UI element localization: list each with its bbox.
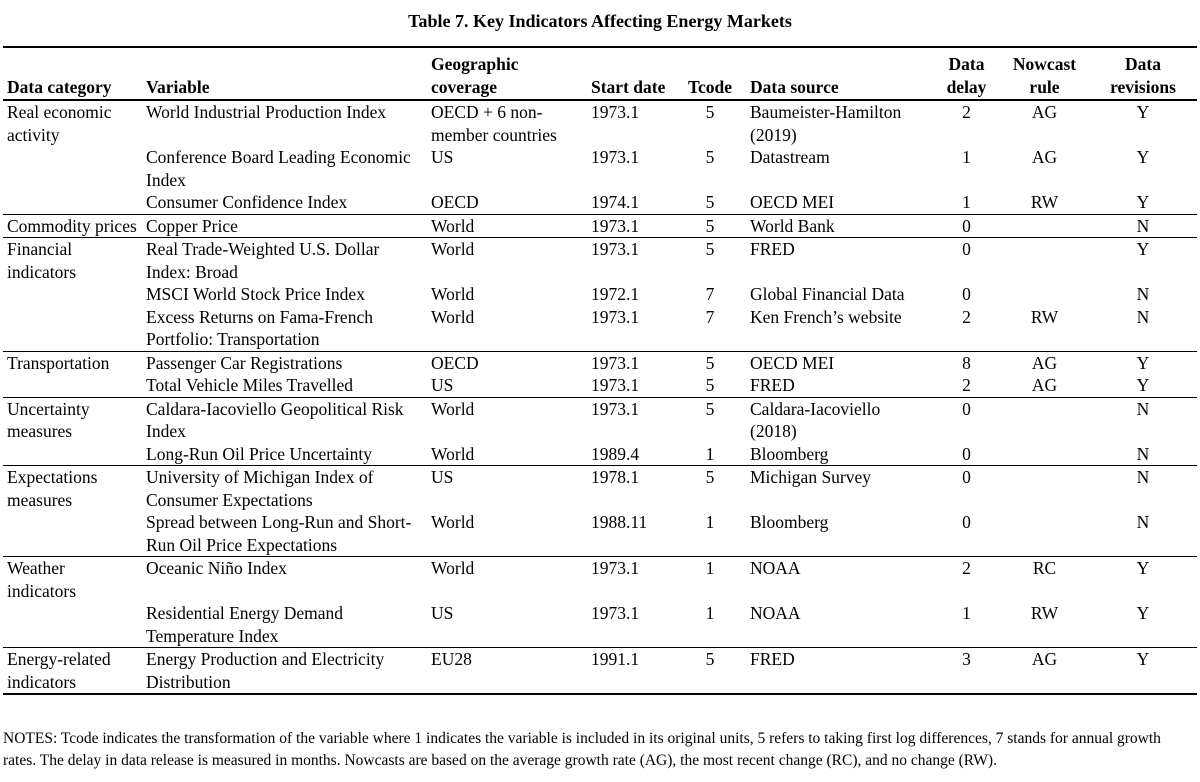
cell-data-source: Ken French’s website — [750, 306, 902, 327]
cell-tcode: 5 — [705, 375, 715, 395]
cell-nowcast-rule — [1000, 283, 1089, 306]
table-row — [3, 602, 1197, 648]
cell-data-source: OECD MEI — [750, 352, 835, 373]
cell-data-source: OECD MEI — [750, 192, 835, 212]
cell-data-delay: 0 — [962, 284, 971, 304]
cell-data-revisions: N — [1136, 306, 1150, 327]
cell-nowcast-rule: AG — [1031, 352, 1058, 373]
cell-data-delay: 0 — [962, 512, 971, 532]
cell-data-delay: 1 — [962, 192, 971, 212]
cell-start-date: 1973.1 — [591, 306, 640, 327]
cell-geographic-coverage: World — [431, 215, 475, 236]
cell-nowcast-rule: RW — [1030, 603, 1059, 623]
cell-data-delay: 1 — [962, 603, 971, 623]
cell-nowcast-rule: RW — [1030, 192, 1059, 212]
cell-data-revisions: Y — [1136, 558, 1150, 578]
cell-start-date: 1973.1 — [591, 215, 640, 236]
table-title: Table 7. Key Indicators Affecting Energy Markets — [408, 11, 792, 31]
cell-tcode: 5 — [705, 192, 715, 212]
table-row — [3, 351, 1197, 374]
cell-data-category: Uncertainty measures — [7, 398, 90, 441]
cell-nowcast-rule: AG — [1031, 102, 1058, 122]
header-data-revisions: Data revisions — [1110, 54, 1176, 97]
cell-nowcast-rule: RC — [1032, 558, 1057, 578]
cell-variable: Consumer Confidence Index — [146, 192, 348, 212]
cell-tcode: 1 — [705, 443, 715, 464]
cell-geographic-coverage: World — [431, 306, 475, 327]
cell-tcode: 5 — [705, 467, 715, 487]
cell-start-date: 1973.1 — [591, 558, 640, 578]
cell-data-revisions: Y — [1136, 649, 1150, 669]
header-nowcast-rule: Nowcast rule — [1012, 54, 1077, 97]
cell-start-date: 1972.1 — [591, 284, 640, 304]
cell-data-source: Michigan Survey — [750, 467, 872, 487]
header-geographic-coverage: Geographic coverage — [431, 54, 519, 97]
cell-geographic-coverage: World — [431, 558, 475, 578]
cell-data-revisions: Y — [1136, 352, 1150, 373]
cell-data-category — [3, 443, 142, 466]
cell-start-date: 1974.1 — [591, 192, 640, 212]
cell-geographic-coverage: US — [431, 467, 454, 487]
header-row — [3, 47, 1197, 100]
cell-nowcast-rule: AG — [1031, 375, 1058, 395]
cell-geographic-coverage: World — [431, 512, 475, 532]
cell-data-revisions: N — [1136, 215, 1150, 236]
cell-data-revisions: Y — [1136, 239, 1150, 259]
cell-data-source: FRED — [750, 239, 795, 259]
cell-data-delay: 3 — [962, 649, 971, 669]
cell-variable: Long-Run Oil Price Uncertainty — [146, 443, 372, 464]
cell-start-date: 1973.1 — [591, 352, 640, 373]
table-row — [3, 511, 1197, 557]
cell-data-category: Real economic activity — [7, 102, 112, 145]
cell-variable: Total Vehicle Miles Travelled — [146, 375, 353, 395]
cell-data-source: Caldara-Iacoviello (2018) — [750, 398, 881, 441]
header-tcode: Tcode — [687, 76, 733, 97]
cell-data-revisions: Y — [1136, 375, 1150, 395]
cell-tcode: 1 — [705, 558, 715, 578]
cell-tcode: 5 — [705, 239, 715, 259]
cell-data-category — [3, 146, 142, 191]
table-row — [3, 191, 1197, 214]
table-row — [3, 374, 1197, 397]
cell-start-date: 1973.1 — [591, 375, 640, 395]
cell-data-revisions: Y — [1136, 603, 1150, 623]
cell-tcode: 5 — [705, 102, 715, 122]
cell-start-date: 1973.1 — [591, 147, 640, 167]
cell-nowcast-rule — [1000, 214, 1089, 238]
cell-data-delay: 0 — [962, 215, 971, 236]
cell-data-delay: 2 — [962, 102, 971, 122]
table-row — [3, 466, 1197, 512]
table-row — [3, 146, 1197, 191]
cell-data-source: World Bank — [750, 215, 835, 236]
cell-data-source: FRED — [750, 649, 795, 669]
cell-data-revisions: N — [1136, 443, 1150, 464]
cell-data-revisions: N — [1136, 512, 1150, 532]
table-row — [3, 397, 1197, 443]
table-row — [3, 214, 1197, 238]
cell-tcode: 7 — [705, 306, 715, 327]
table-row — [3, 648, 1197, 695]
cell-nowcast-rule — [1000, 443, 1089, 466]
cell-geographic-coverage: EU28 — [431, 649, 472, 669]
cell-tcode: 5 — [705, 147, 715, 167]
cell-tcode: 5 — [705, 352, 715, 373]
cell-data-delay: 1 — [962, 147, 971, 167]
cell-start-date: 1988.11 — [591, 512, 648, 532]
cell-start-date: 1989.4 — [591, 443, 640, 464]
cell-start-date: 1991.1 — [591, 649, 640, 669]
cell-tcode: 1 — [705, 603, 715, 623]
cell-geographic-coverage: OECD — [431, 352, 479, 373]
cell-nowcast-rule — [1000, 466, 1089, 512]
cell-data-category: Transportation — [7, 352, 110, 373]
cell-data-revisions: Y — [1136, 192, 1150, 212]
cell-data-revisions: Y — [1136, 102, 1150, 122]
table-row — [3, 443, 1197, 466]
cell-data-category: Energy-related indicators — [7, 649, 111, 692]
header-start-date: Start date — [591, 76, 666, 97]
cell-data-category: Financial indicators — [7, 239, 77, 282]
table-row — [3, 557, 1197, 603]
cell-variable: Caldara-Iacoviello Geopolitical Risk Index — [146, 398, 404, 441]
cell-geographic-coverage: OECD + 6 non-member countries — [431, 102, 557, 145]
cell-nowcast-rule: AG — [1031, 147, 1058, 167]
cell-data-delay: 2 — [962, 375, 971, 395]
table-row — [3, 100, 1197, 146]
cell-nowcast-rule — [1000, 397, 1089, 443]
cell-data-revisions: N — [1136, 398, 1150, 419]
cell-variable: Real Trade-Weighted U.S. Dollar Index: Broad — [146, 239, 380, 282]
table-notes: NOTES: Tcode indicates the transformation of the variable where 1 indicates the variable is included in its original units, 5 refers to taking first log differences, 7 stands for annual growth rates. The delay in data release is measured in months. Nowcasts are based on the average growth rate (AG), the most recent change (RC), and no change (RW). — [3, 730, 1161, 769]
cell-tcode: 5 — [705, 215, 715, 236]
cell-geographic-coverage: US — [431, 147, 454, 167]
cell-data-source: Global Financial Data — [750, 284, 905, 304]
cell-data-category — [3, 374, 142, 397]
cell-data-source: FRED — [750, 375, 795, 395]
table-row — [3, 306, 1197, 352]
cell-geographic-coverage: US — [431, 603, 454, 623]
cell-variable: Energy Production and Electricity Distribution — [146, 649, 385, 692]
cell-variable: MSCI World Stock Price Index — [146, 284, 365, 304]
cell-data-revisions: Y — [1136, 147, 1150, 167]
cell-data-category: Expectations measures — [7, 467, 98, 510]
cell-data-category: Commodity prices — [7, 215, 137, 236]
cell-start-date: 1973.1 — [591, 398, 640, 419]
cell-data-delay: 0 — [962, 467, 971, 487]
cell-data-category — [3, 306, 142, 352]
cell-geographic-coverage: OECD — [431, 192, 479, 212]
cell-data-delay: 2 — [962, 558, 971, 578]
table-row — [3, 238, 1197, 284]
cell-variable: Residential Energy Demand Temperature Index — [146, 603, 343, 646]
header-data-category: Data category — [7, 76, 112, 97]
cell-data-category — [3, 511, 142, 557]
cell-data-delay: 2 — [962, 306, 971, 327]
cell-data-category — [3, 283, 142, 306]
cell-nowcast-rule — [1000, 511, 1089, 557]
cell-start-date: 1978.1 — [591, 467, 640, 487]
indicators-table — [3, 46, 1197, 695]
cell-data-source: NOAA — [750, 603, 801, 623]
cell-data-source: NOAA — [750, 558, 801, 578]
cell-variable: Oceanic Niño Index — [146, 558, 287, 578]
cell-geographic-coverage: US — [431, 375, 454, 395]
cell-variable: Conference Board Leading Economic Index — [146, 147, 411, 190]
cell-start-date: 1973.1 — [591, 102, 640, 122]
cell-tcode: 5 — [705, 649, 715, 669]
cell-geographic-coverage: World — [431, 398, 475, 419]
header-data-source: Data source — [750, 76, 839, 97]
cell-tcode: 7 — [705, 284, 715, 304]
cell-start-date: 1973.1 — [591, 239, 640, 259]
cell-data-source: Bloomberg — [750, 512, 829, 532]
cell-data-source: Baumeister-Hamilton (2019) — [750, 102, 902, 145]
cell-geographic-coverage: World — [431, 443, 475, 464]
cell-variable: World Industrial Production Index — [146, 102, 387, 122]
cell-start-date: 1973.1 — [591, 603, 640, 623]
cell-nowcast-rule: RW — [1030, 306, 1059, 327]
cell-variable: Passenger Car Registrations — [146, 352, 343, 373]
cell-data-source: Bloomberg — [750, 443, 829, 464]
table-row — [3, 283, 1197, 306]
header-variable: Variable — [146, 76, 210, 97]
cell-data-category: Weather indicators — [7, 558, 77, 601]
cell-data-revisions: N — [1136, 467, 1150, 487]
cell-variable: Excess Returns on Fama-French Portfolio: Transportation — [146, 306, 373, 349]
cell-data-delay: 0 — [962, 443, 971, 464]
cell-data-delay: 0 — [962, 239, 971, 259]
header-data-delay: Data delay — [946, 54, 987, 97]
cell-data-category — [3, 602, 142, 648]
cell-variable: Copper Price — [146, 215, 238, 236]
cell-nowcast-rule: AG — [1031, 649, 1058, 669]
cell-data-source: Datastream — [750, 147, 830, 167]
table-body — [3, 100, 1197, 694]
cell-geographic-coverage: World — [431, 239, 475, 259]
cell-tcode: 1 — [705, 512, 715, 532]
cell-data-delay: 0 — [962, 398, 971, 419]
cell-variable: University of Michigan Index of Consumer Expectations — [146, 467, 374, 510]
cell-nowcast-rule — [1000, 238, 1089, 284]
cell-variable: Spread between Long-Run and Short-Run Oil Price Expectations — [146, 512, 412, 555]
cell-data-revisions: N — [1136, 284, 1150, 304]
cell-tcode: 5 — [705, 398, 715, 419]
cell-geographic-coverage: World — [431, 284, 475, 304]
cell-data-delay: 8 — [962, 352, 971, 373]
cell-data-category — [3, 191, 142, 214]
